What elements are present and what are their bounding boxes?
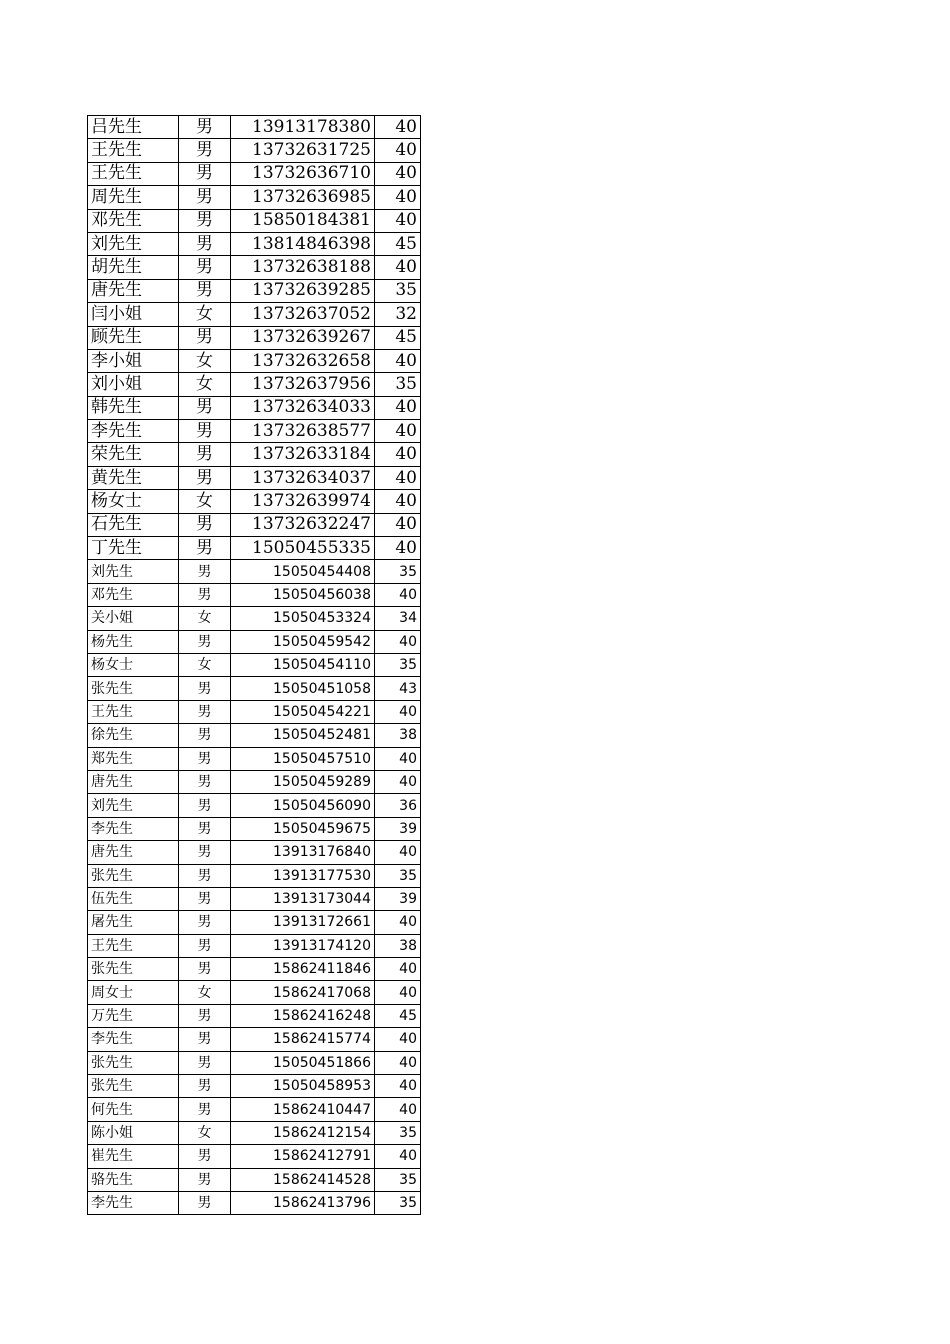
name-cell: 顾先生 bbox=[88, 326, 179, 349]
age-cell: 39 bbox=[375, 817, 421, 840]
gender-cell: 女 bbox=[179, 653, 231, 676]
gender-cell: 男 bbox=[179, 700, 231, 723]
age-cell: 40 bbox=[375, 1028, 421, 1051]
table-row bbox=[88, 1004, 421, 1027]
name-cell: 关小姐 bbox=[88, 607, 179, 630]
age-cell: 40 bbox=[375, 186, 421, 209]
gender-cell: 男 bbox=[179, 139, 231, 162]
age-cell: 40 bbox=[375, 583, 421, 606]
phone-cell: 15850184381 bbox=[231, 209, 375, 232]
phone-cell: 15050455335 bbox=[231, 537, 375, 560]
gender-cell: 男 bbox=[179, 232, 231, 255]
age-cell: 40 bbox=[375, 420, 421, 443]
phone-cell: 15050454221 bbox=[231, 700, 375, 723]
phone-cell: 15050453324 bbox=[231, 607, 375, 630]
name-cell: 周女士 bbox=[88, 981, 179, 1004]
age-cell: 36 bbox=[375, 794, 421, 817]
age-cell: 40 bbox=[375, 490, 421, 513]
name-cell: 黄先生 bbox=[88, 466, 179, 489]
gender-cell: 男 bbox=[179, 630, 231, 653]
name-cell: 张先生 bbox=[88, 677, 179, 700]
gender-cell: 男 bbox=[179, 770, 231, 793]
name-cell: 邓先生 bbox=[88, 209, 179, 232]
name-cell: 屠先生 bbox=[88, 911, 179, 934]
name-cell: 李小姐 bbox=[88, 349, 179, 372]
phone-cell: 15050459675 bbox=[231, 817, 375, 840]
name-cell: 郑先生 bbox=[88, 747, 179, 770]
table-row bbox=[88, 794, 421, 817]
age-cell: 35 bbox=[375, 560, 421, 583]
gender-cell: 女 bbox=[179, 303, 231, 326]
phone-cell: 13732636710 bbox=[231, 162, 375, 185]
name-cell: 杨先生 bbox=[88, 630, 179, 653]
gender-cell: 女 bbox=[179, 373, 231, 396]
gender-cell: 男 bbox=[179, 116, 231, 139]
age-cell: 40 bbox=[375, 349, 421, 372]
table-row bbox=[88, 443, 421, 466]
table-row bbox=[88, 583, 421, 606]
age-cell: 40 bbox=[375, 116, 421, 139]
age-cell: 40 bbox=[375, 443, 421, 466]
table-row bbox=[88, 490, 421, 513]
name-cell: 刘小姐 bbox=[88, 373, 179, 396]
phone-cell: 13814846398 bbox=[231, 232, 375, 255]
name-cell: 张先生 bbox=[88, 1075, 179, 1098]
name-cell: 吕先生 bbox=[88, 116, 179, 139]
gender-cell: 男 bbox=[179, 1051, 231, 1074]
gender-cell: 男 bbox=[179, 466, 231, 489]
name-cell: 唐先生 bbox=[88, 279, 179, 302]
phone-cell: 13913176840 bbox=[231, 841, 375, 864]
table-row bbox=[88, 209, 421, 232]
table-row bbox=[88, 116, 421, 139]
age-cell: 40 bbox=[375, 209, 421, 232]
gender-cell: 男 bbox=[179, 794, 231, 817]
phone-cell: 15050456090 bbox=[231, 794, 375, 817]
table-row bbox=[88, 537, 421, 560]
table-row bbox=[88, 420, 421, 443]
age-cell: 40 bbox=[375, 747, 421, 770]
name-cell: 骆先生 bbox=[88, 1168, 179, 1191]
gender-cell: 女 bbox=[179, 607, 231, 630]
gender-cell: 男 bbox=[179, 279, 231, 302]
name-cell: 唐先生 bbox=[88, 841, 179, 864]
gender-cell: 男 bbox=[179, 396, 231, 419]
table-row bbox=[88, 373, 421, 396]
gender-cell: 男 bbox=[179, 1075, 231, 1098]
age-cell: 40 bbox=[375, 162, 421, 185]
table-row bbox=[88, 326, 421, 349]
table-row bbox=[88, 607, 421, 630]
phone-cell: 13732632247 bbox=[231, 513, 375, 536]
phone-cell: 15050451058 bbox=[231, 677, 375, 700]
age-cell: 38 bbox=[375, 934, 421, 957]
name-cell: 崔先生 bbox=[88, 1145, 179, 1168]
age-cell: 35 bbox=[375, 373, 421, 396]
age-cell: 40 bbox=[375, 537, 421, 560]
table-row bbox=[88, 560, 421, 583]
table-row bbox=[88, 1028, 421, 1051]
table-row bbox=[88, 677, 421, 700]
age-cell: 40 bbox=[375, 256, 421, 279]
table-row bbox=[88, 349, 421, 372]
gender-cell: 男 bbox=[179, 724, 231, 747]
age-cell: 39 bbox=[375, 887, 421, 910]
age-cell: 43 bbox=[375, 677, 421, 700]
name-cell: 石先生 bbox=[88, 513, 179, 536]
gender-cell: 男 bbox=[179, 1028, 231, 1051]
phone-cell: 13732634037 bbox=[231, 466, 375, 489]
gender-cell: 男 bbox=[179, 443, 231, 466]
age-cell: 32 bbox=[375, 303, 421, 326]
gender-cell: 男 bbox=[179, 420, 231, 443]
name-cell: 胡先生 bbox=[88, 256, 179, 279]
age-cell: 45 bbox=[375, 1004, 421, 1027]
table-row bbox=[88, 1121, 421, 1144]
name-cell: 刘先生 bbox=[88, 794, 179, 817]
gender-cell: 女 bbox=[179, 981, 231, 1004]
age-cell: 40 bbox=[375, 1098, 421, 1121]
phone-cell: 13732639974 bbox=[231, 490, 375, 513]
age-cell: 40 bbox=[375, 841, 421, 864]
phone-cell: 15862412791 bbox=[231, 1145, 375, 1168]
table-row bbox=[88, 981, 421, 1004]
gender-cell: 男 bbox=[179, 1168, 231, 1191]
name-cell: 伍先生 bbox=[88, 887, 179, 910]
table-row bbox=[88, 911, 421, 934]
table-row bbox=[88, 1051, 421, 1074]
age-cell: 35 bbox=[375, 653, 421, 676]
phone-cell: 13732639267 bbox=[231, 326, 375, 349]
age-cell: 40 bbox=[375, 630, 421, 653]
phone-cell: 15862413796 bbox=[231, 1191, 375, 1214]
phone-cell: 15862412154 bbox=[231, 1121, 375, 1144]
name-cell: 邓先生 bbox=[88, 583, 179, 606]
gender-cell: 男 bbox=[179, 1004, 231, 1027]
phone-cell: 15862415774 bbox=[231, 1028, 375, 1051]
table-row bbox=[88, 724, 421, 747]
phone-cell: 13913172661 bbox=[231, 911, 375, 934]
age-cell: 40 bbox=[375, 1145, 421, 1168]
phone-cell: 13732634033 bbox=[231, 396, 375, 419]
name-cell: 刘先生 bbox=[88, 560, 179, 583]
name-cell: 王先生 bbox=[88, 700, 179, 723]
gender-cell: 男 bbox=[179, 747, 231, 770]
gender-cell: 女 bbox=[179, 490, 231, 513]
phone-cell: 13913177530 bbox=[231, 864, 375, 887]
gender-cell: 男 bbox=[179, 560, 231, 583]
phone-cell: 15862416248 bbox=[231, 1004, 375, 1027]
name-cell: 张先生 bbox=[88, 864, 179, 887]
table-row bbox=[88, 1098, 421, 1121]
age-cell: 35 bbox=[375, 1168, 421, 1191]
name-cell: 何先生 bbox=[88, 1098, 179, 1121]
table-row bbox=[88, 1145, 421, 1168]
gender-cell: 女 bbox=[179, 349, 231, 372]
gender-cell: 男 bbox=[179, 513, 231, 536]
phone-cell: 13732639285 bbox=[231, 279, 375, 302]
gender-cell: 男 bbox=[179, 209, 231, 232]
gender-cell: 男 bbox=[179, 326, 231, 349]
phone-cell: 15050452481 bbox=[231, 724, 375, 747]
age-cell: 40 bbox=[375, 958, 421, 981]
table-row bbox=[88, 653, 421, 676]
phone-cell: 13732638188 bbox=[231, 256, 375, 279]
age-cell: 45 bbox=[375, 232, 421, 255]
gender-cell: 男 bbox=[179, 841, 231, 864]
table-row bbox=[88, 396, 421, 419]
phone-cell: 13732633184 bbox=[231, 443, 375, 466]
phone-cell: 13732637052 bbox=[231, 303, 375, 326]
name-cell: 李先生 bbox=[88, 817, 179, 840]
age-cell: 40 bbox=[375, 981, 421, 1004]
table-row bbox=[88, 466, 421, 489]
table-row bbox=[88, 303, 421, 326]
table-row bbox=[88, 139, 421, 162]
age-cell: 35 bbox=[375, 1121, 421, 1144]
age-cell: 40 bbox=[375, 139, 421, 162]
phone-cell: 15050459289 bbox=[231, 770, 375, 793]
contact-table-body bbox=[88, 116, 421, 1215]
phone-cell: 15050454408 bbox=[231, 560, 375, 583]
table-row bbox=[88, 864, 421, 887]
gender-cell: 男 bbox=[179, 817, 231, 840]
age-cell: 40 bbox=[375, 1051, 421, 1074]
gender-cell: 男 bbox=[179, 911, 231, 934]
gender-cell: 男 bbox=[179, 256, 231, 279]
table-row bbox=[88, 934, 421, 957]
name-cell: 周先生 bbox=[88, 186, 179, 209]
table-row bbox=[88, 279, 421, 302]
name-cell: 王先生 bbox=[88, 934, 179, 957]
name-cell: 韩先生 bbox=[88, 396, 179, 419]
table-row bbox=[88, 630, 421, 653]
gender-cell: 男 bbox=[179, 583, 231, 606]
phone-cell: 15050456038 bbox=[231, 583, 375, 606]
age-cell: 40 bbox=[375, 1075, 421, 1098]
name-cell: 李先生 bbox=[88, 1028, 179, 1051]
name-cell: 李先生 bbox=[88, 1191, 179, 1214]
phone-cell: 13732638577 bbox=[231, 420, 375, 443]
name-cell: 杨女士 bbox=[88, 490, 179, 513]
gender-cell: 男 bbox=[179, 186, 231, 209]
name-cell: 万先生 bbox=[88, 1004, 179, 1027]
phone-cell: 15862411846 bbox=[231, 958, 375, 981]
phone-cell: 13732632658 bbox=[231, 349, 375, 372]
age-cell: 35 bbox=[375, 1191, 421, 1214]
phone-cell: 15050454110 bbox=[231, 653, 375, 676]
table-row bbox=[88, 186, 421, 209]
table-row bbox=[88, 841, 421, 864]
age-cell: 40 bbox=[375, 700, 421, 723]
phone-cell: 13732636985 bbox=[231, 186, 375, 209]
gender-cell: 男 bbox=[179, 1145, 231, 1168]
table-row bbox=[88, 513, 421, 536]
name-cell: 丁先生 bbox=[88, 537, 179, 560]
phone-cell: 15050457510 bbox=[231, 747, 375, 770]
age-cell: 40 bbox=[375, 396, 421, 419]
gender-cell: 男 bbox=[179, 677, 231, 700]
age-cell: 38 bbox=[375, 724, 421, 747]
age-cell: 45 bbox=[375, 326, 421, 349]
age-cell: 40 bbox=[375, 770, 421, 793]
name-cell: 王先生 bbox=[88, 162, 179, 185]
age-cell: 40 bbox=[375, 911, 421, 934]
name-cell: 刘先生 bbox=[88, 232, 179, 255]
gender-cell: 女 bbox=[179, 1121, 231, 1144]
age-cell: 35 bbox=[375, 864, 421, 887]
table-row bbox=[88, 256, 421, 279]
age-cell: 34 bbox=[375, 607, 421, 630]
table-row bbox=[88, 1168, 421, 1191]
name-cell: 张先生 bbox=[88, 958, 179, 981]
name-cell: 李先生 bbox=[88, 420, 179, 443]
phone-cell: 15050459542 bbox=[231, 630, 375, 653]
name-cell: 张先生 bbox=[88, 1051, 179, 1074]
phone-cell: 13913174120 bbox=[231, 934, 375, 957]
gender-cell: 男 bbox=[179, 934, 231, 957]
phone-cell: 13732631725 bbox=[231, 139, 375, 162]
name-cell: 陈小姐 bbox=[88, 1121, 179, 1144]
table-row bbox=[88, 958, 421, 981]
phone-cell: 15862417068 bbox=[231, 981, 375, 1004]
name-cell: 杨女士 bbox=[88, 653, 179, 676]
phone-cell: 13732637956 bbox=[231, 373, 375, 396]
gender-cell: 男 bbox=[179, 537, 231, 560]
contact-table bbox=[87, 115, 421, 1215]
table-row bbox=[88, 700, 421, 723]
table-row bbox=[88, 747, 421, 770]
phone-cell: 15862410447 bbox=[231, 1098, 375, 1121]
age-cell: 35 bbox=[375, 279, 421, 302]
gender-cell: 男 bbox=[179, 162, 231, 185]
table-row bbox=[88, 817, 421, 840]
phone-cell: 15050458953 bbox=[231, 1075, 375, 1098]
age-cell: 40 bbox=[375, 466, 421, 489]
phone-cell: 15862414528 bbox=[231, 1168, 375, 1191]
name-cell: 徐先生 bbox=[88, 724, 179, 747]
name-cell: 闫小姐 bbox=[88, 303, 179, 326]
gender-cell: 男 bbox=[179, 958, 231, 981]
phone-cell: 15050451866 bbox=[231, 1051, 375, 1074]
gender-cell: 男 bbox=[179, 1098, 231, 1121]
table-row bbox=[88, 162, 421, 185]
name-cell: 荣先生 bbox=[88, 443, 179, 466]
gender-cell: 男 bbox=[179, 1191, 231, 1214]
table-row bbox=[88, 1075, 421, 1098]
name-cell: 王先生 bbox=[88, 139, 179, 162]
table-row bbox=[88, 232, 421, 255]
phone-cell: 13913178380 bbox=[231, 116, 375, 139]
table-row bbox=[88, 770, 421, 793]
gender-cell: 男 bbox=[179, 864, 231, 887]
name-cell: 唐先生 bbox=[88, 770, 179, 793]
gender-cell: 男 bbox=[179, 887, 231, 910]
age-cell: 40 bbox=[375, 513, 421, 536]
phone-cell: 13913173044 bbox=[231, 887, 375, 910]
table-row bbox=[88, 887, 421, 910]
table-row bbox=[88, 1191, 421, 1214]
